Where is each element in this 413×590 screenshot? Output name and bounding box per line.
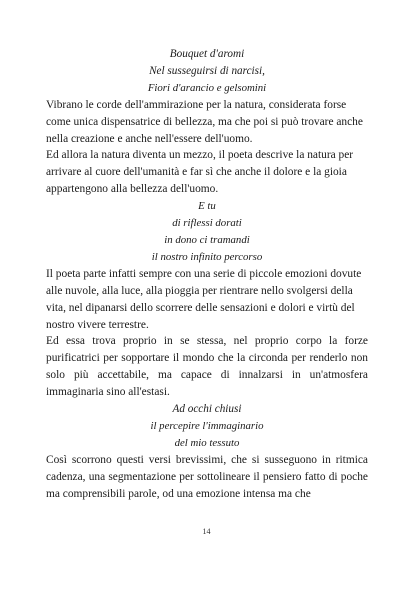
page-number: 14 xyxy=(202,527,211,536)
prose-block xyxy=(46,452,368,503)
prose-block xyxy=(46,266,368,401)
prose-block xyxy=(46,97,368,198)
paragraph: Così scorrono questi versi brevissimi, che si susseguono in ritmica cadenza, una segmentazione per sottolineare il pensiero fatto di poche ma comprensibili parole, od una emozione intensa ma che xyxy=(46,453,368,500)
verse-line: Ad occhi chiusi xyxy=(172,403,242,416)
verse-line: in dono ci tramandi xyxy=(164,233,250,246)
page-body xyxy=(46,46,368,502)
verse-line: il percepire l'immaginario xyxy=(150,419,264,432)
verse-line: di riflessi dorati xyxy=(172,217,242,230)
verse-line: Bouquet d'aromi xyxy=(169,48,245,60)
paragraph: Vibrano le corde dell'ammirazione per la natura, considerata forse come unica dispensatrice di bellezza, ma che poi si può trovare anche nella creazione e anche nell'essere dell'uomo. xyxy=(46,98,363,145)
verse-line: del mio tessuto xyxy=(174,436,240,449)
verse-line: il nostro infinito percorso xyxy=(151,250,263,263)
verse-line: Nel susseguirsi di narcisi, xyxy=(149,64,265,77)
verse-line: Fiori d'arancio e gelsomini xyxy=(147,81,267,94)
verse-line: E tu xyxy=(198,200,216,213)
paragraph: Ed allora la natura diventa un mezzo, il poeta descrive la natura per arrivare al cuore dell'umanità e far sì che anche il dolore e la gioia appartengono alla bellezza dell'uomo. xyxy=(46,149,354,196)
paragraph: Il poeta parte infatti sempre con una serie di piccole emozioni dovute alle nuvole, alla luce, alla pioggia per rientrare nello svolgersi della vita, nel dipanarsi dello scorrere delle sensazioni e dolori e virtù del nostro vivere terrestre. xyxy=(46,267,362,331)
paragraph: Ed essa trova proprio in se stessa, nel proprio corpo la forze purificatrici per sopportare il mondo che la circonda per renderlo non solo più accettabile, ma capace di innalzarsi in un'atmosfera immaginaria sino all'estasi. xyxy=(46,335,368,399)
